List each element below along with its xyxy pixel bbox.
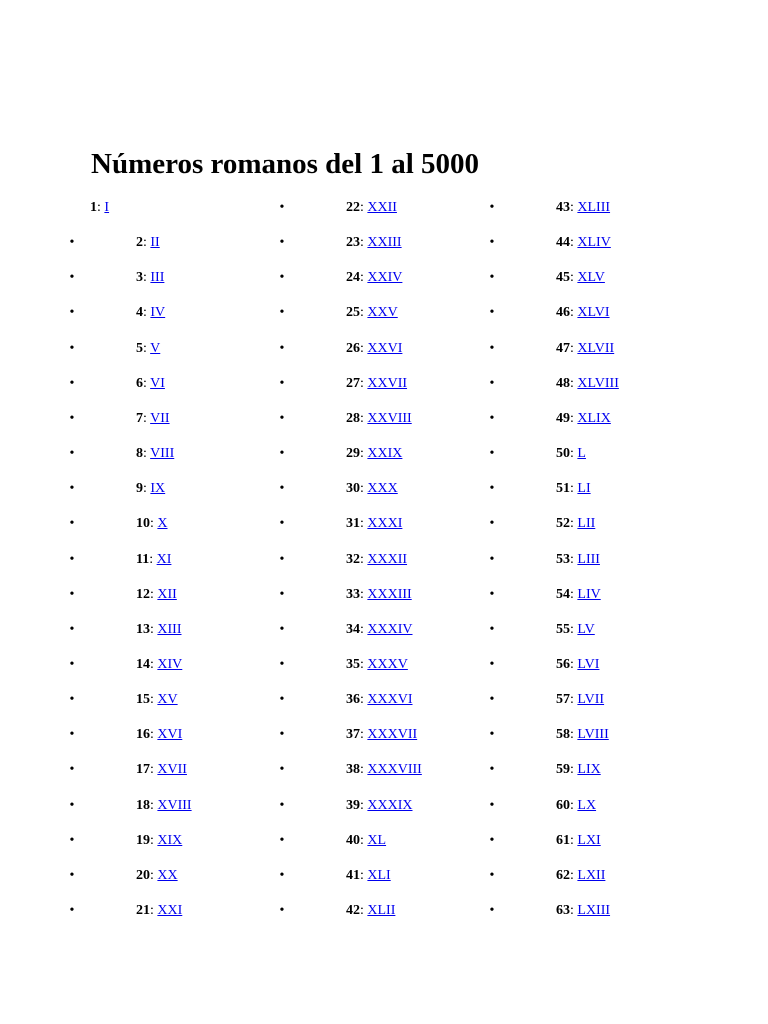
arabic-number: 5: [136, 341, 143, 356]
list-bullet: •: [279, 270, 285, 285]
list-bullet: •: [279, 446, 285, 461]
roman-numeral-link[interactable]: I: [104, 200, 110, 215]
separator: :: [360, 692, 368, 707]
list-bullet: •: [69, 446, 75, 461]
list-item: [556, 444, 586, 464]
roman-numeral-link[interactable]: LIII: [577, 552, 600, 567]
arabic-number: 33: [346, 587, 360, 602]
arabic-number: 55: [556, 622, 570, 637]
list-bullet: •: [69, 305, 75, 320]
roman-numeral-link[interactable]: XX: [157, 868, 178, 883]
list-bullet: •: [279, 692, 285, 707]
list-bullet: •: [279, 411, 285, 426]
roman-numeral-link[interactable]: LIX: [577, 762, 601, 777]
list-bullet: •: [489, 481, 495, 496]
list-bullet: •: [489, 305, 495, 320]
roman-numeral-link[interactable]: LII: [577, 516, 596, 531]
arabic-number: 39: [346, 798, 360, 813]
arabic-number: 12: [136, 587, 150, 602]
arabic-number: 40: [346, 833, 360, 848]
roman-numeral-link[interactable]: XXXVI: [367, 692, 413, 707]
separator: :: [360, 411, 368, 426]
arabic-number: 48: [556, 376, 570, 391]
separator: :: [570, 903, 578, 918]
separator: :: [150, 798, 158, 813]
list-bullet: •: [489, 692, 495, 707]
separator: :: [570, 727, 578, 742]
separator: :: [360, 305, 368, 320]
arabic-number: 25: [346, 305, 360, 320]
list-item: [556, 725, 609, 745]
list-item: [556, 585, 601, 605]
separator: :: [150, 762, 158, 777]
arabic-number: 9: [136, 481, 143, 496]
roman-numeral-link[interactable]: XXXV: [367, 657, 408, 672]
arabic-number: 22: [346, 200, 360, 215]
list-bullet: •: [489, 200, 495, 215]
roman-numeral-link[interactable]: XVII: [157, 762, 187, 777]
roman-numeral-link[interactable]: LXI: [577, 833, 601, 848]
arabic-number: 7: [136, 411, 143, 426]
separator: :: [570, 798, 578, 813]
roman-numeral-link[interactable]: XVIII: [157, 798, 192, 813]
list-item: [556, 866, 605, 886]
separator: :: [360, 762, 368, 777]
roman-numeral-link[interactable]: XLV: [577, 270, 605, 285]
list-bullet: •: [489, 833, 495, 848]
list-bullet: •: [279, 305, 285, 320]
arabic-number: 19: [136, 833, 150, 848]
list-bullet: •: [279, 798, 285, 813]
separator: :: [143, 411, 151, 426]
separator: :: [150, 727, 158, 742]
list-bullet: •: [69, 516, 75, 531]
arabic-number: 3: [136, 270, 143, 285]
roman-numeral-link[interactable]: XII: [157, 587, 177, 602]
list-bullet: •: [489, 235, 495, 250]
list-item: [556, 514, 595, 534]
list-bullet: •: [489, 587, 495, 602]
list-bullet: •: [69, 235, 75, 250]
roman-numeral-link[interactable]: XI: [156, 552, 172, 567]
list-bullet: •: [69, 798, 75, 813]
separator: :: [143, 235, 151, 250]
roman-numeral-link[interactable]: XXVI: [367, 341, 403, 356]
list-item: [556, 620, 595, 640]
list-bullet: •: [279, 622, 285, 637]
roman-numeral-link[interactable]: XXII: [367, 200, 397, 215]
arabic-number: 59: [556, 762, 570, 777]
separator: :: [570, 411, 578, 426]
roman-numeral-link[interactable]: XXVII: [367, 376, 408, 391]
roman-numeral-link[interactable]: LVI: [577, 657, 600, 672]
separator: :: [570, 516, 578, 531]
list-bullet: •: [489, 411, 495, 426]
arabic-number: 62: [556, 868, 570, 883]
list-bullet: •: [279, 762, 285, 777]
roman-numeral-link[interactable]: XLIX: [577, 411, 611, 426]
separator: :: [570, 552, 578, 567]
separator: :: [570, 622, 578, 637]
roman-numeral-link[interactable]: XVI: [157, 727, 183, 742]
arabic-number: 57: [556, 692, 570, 707]
separator: :: [570, 762, 578, 777]
list-item: [556, 233, 611, 253]
roman-numeral-link[interactable]: III: [150, 270, 165, 285]
roman-numeral-link[interactable]: XLVII: [577, 341, 615, 356]
arabic-number: 38: [346, 762, 360, 777]
list-bullet: •: [279, 235, 285, 250]
list-item: [556, 901, 610, 921]
separator: :: [360, 798, 368, 813]
arabic-number: 34: [346, 622, 360, 637]
page-title: Números romanos del 1 al 5000: [91, 148, 480, 180]
roman-numeral-link[interactable]: VI: [150, 376, 165, 391]
list-bullet: •: [69, 903, 75, 918]
list-bullet: •: [489, 762, 495, 777]
list-item: [556, 479, 591, 499]
list-bullet: •: [279, 376, 285, 391]
arabic-number: 44: [556, 235, 570, 250]
separator: :: [570, 587, 578, 602]
list-bullet: •: [69, 657, 75, 672]
separator: :: [143, 341, 151, 356]
separator: :: [570, 446, 578, 461]
arabic-number: 63: [556, 903, 570, 918]
separator: :: [360, 903, 368, 918]
separator: :: [360, 376, 368, 391]
list-bullet: •: [489, 903, 495, 918]
list-bullet: •: [69, 481, 75, 496]
roman-numeral-link[interactable]: LX: [577, 798, 597, 813]
list-bullet: •: [489, 868, 495, 883]
list-bullet: •: [279, 341, 285, 356]
separator: :: [570, 481, 578, 496]
roman-numeral-link[interactable]: XXV: [367, 305, 398, 320]
arabic-number: 61: [556, 833, 570, 848]
list-bullet: •: [279, 516, 285, 531]
separator: :: [360, 341, 368, 356]
roman-numeral-link[interactable]: LI: [577, 481, 591, 496]
arabic-number: 20: [136, 868, 150, 883]
arabic-number: 56: [556, 657, 570, 672]
separator: :: [570, 305, 578, 320]
arabic-number: 13: [136, 622, 150, 637]
separator: :: [143, 376, 151, 391]
arabic-number: 53: [556, 552, 570, 567]
separator: :: [150, 587, 158, 602]
list-bullet: •: [69, 727, 75, 742]
roman-numeral-link[interactable]: XXX: [367, 481, 398, 496]
separator: :: [150, 657, 158, 672]
arabic-number: 23: [346, 235, 360, 250]
arabic-number: 54: [556, 587, 570, 602]
separator: :: [143, 270, 151, 285]
list-bullet: •: [69, 376, 75, 391]
list-item: [556, 409, 611, 429]
arabic-number: 30: [346, 481, 360, 496]
roman-numeral-link[interactable]: II: [150, 235, 160, 250]
separator: :: [150, 516, 158, 531]
separator: :: [570, 200, 578, 215]
separator: :: [143, 305, 151, 320]
separator: :: [97, 200, 105, 215]
arabic-number: 35: [346, 657, 360, 672]
arabic-number: 49: [556, 411, 570, 426]
list-bullet: •: [489, 552, 495, 567]
list-bullet: •: [69, 270, 75, 285]
roman-numeral-link[interactable]: XXIV: [367, 270, 403, 285]
roman-numeral-link[interactable]: IV: [150, 305, 166, 320]
roman-numeral-link[interactable]: XXXIX: [367, 798, 413, 813]
separator: :: [570, 235, 578, 250]
arabic-number: 42: [346, 903, 360, 918]
roman-numeral-link[interactable]: XXXVIII: [367, 762, 422, 777]
list-bullet: •: [279, 552, 285, 567]
roman-numeral-link[interactable]: IX: [150, 481, 166, 496]
arabic-number: 24: [346, 270, 360, 285]
arabic-number: 58: [556, 727, 570, 742]
roman-numeral-link[interactable]: LVIII: [577, 727, 609, 742]
list-bullet: •: [279, 587, 285, 602]
separator: :: [360, 727, 368, 742]
list-bullet: •: [279, 481, 285, 496]
separator: :: [360, 516, 368, 531]
arabic-number: 45: [556, 270, 570, 285]
roman-numeral-link[interactable]: LVII: [577, 692, 605, 707]
list-bullet: •: [69, 622, 75, 637]
separator: :: [150, 692, 158, 707]
separator: :: [150, 868, 158, 883]
list-bullet: •: [489, 798, 495, 813]
separator: :: [150, 833, 158, 848]
arabic-number: 1: [90, 200, 97, 215]
list-item: [556, 374, 619, 394]
list-bullet: •: [279, 903, 285, 918]
arabic-number: 37: [346, 727, 360, 742]
roman-numeral-link[interactable]: XLII: [367, 903, 396, 918]
roman-numeral-link[interactable]: XLIII: [577, 200, 611, 215]
arabic-number: 32: [346, 552, 360, 567]
separator: :: [360, 270, 368, 285]
arabic-number: 26: [346, 341, 360, 356]
separator: :: [143, 481, 151, 496]
arabic-number: 21: [136, 903, 150, 918]
list-bullet: •: [489, 270, 495, 285]
arabic-number: 28: [346, 411, 360, 426]
list-item: [556, 796, 596, 816]
list-item: [556, 655, 599, 675]
list-bullet: •: [489, 341, 495, 356]
arabic-number: 16: [136, 727, 150, 742]
separator: :: [150, 903, 158, 918]
roman-numeral-link[interactable]: XXXVII: [367, 727, 418, 742]
roman-numeral-link[interactable]: XLVIII: [577, 376, 619, 391]
roman-numeral-link[interactable]: XL: [367, 833, 387, 848]
arabic-number: 15: [136, 692, 150, 707]
roman-numeral-link[interactable]: XLIV: [577, 235, 611, 250]
separator: :: [570, 341, 578, 356]
roman-numeral-link[interactable]: XIV: [157, 657, 183, 672]
separator: :: [360, 833, 368, 848]
roman-numeral-link[interactable]: LV: [577, 622, 595, 637]
list-item: [556, 198, 610, 218]
arabic-number: 31: [346, 516, 360, 531]
separator: :: [360, 235, 368, 250]
roman-numeral-link[interactable]: LXIII: [577, 903, 611, 918]
roman-numeral-link[interactable]: XLVI: [577, 305, 610, 320]
arabic-number: 51: [556, 481, 570, 496]
list-item: [556, 760, 601, 780]
list-bullet: •: [69, 587, 75, 602]
separator: :: [360, 446, 368, 461]
roman-numeral-link[interactable]: LXII: [577, 868, 606, 883]
roman-numeral-link[interactable]: XXIII: [367, 235, 402, 250]
roman-numeral-link[interactable]: VII: [150, 411, 170, 426]
separator: :: [570, 270, 578, 285]
list-item: [556, 690, 604, 710]
arabic-number: 46: [556, 305, 570, 320]
roman-numeral-link[interactable]: XXI: [157, 903, 183, 918]
list-bullet: •: [489, 657, 495, 672]
roman-numeral-link[interactable]: XXIX: [367, 446, 403, 461]
roman-numeral-link[interactable]: XLI: [367, 868, 391, 883]
roman-numeral-link[interactable]: X: [157, 516, 168, 531]
arabic-number: 50: [556, 446, 570, 461]
arabic-number: 18: [136, 798, 150, 813]
roman-numeral-link[interactable]: XXXIV: [367, 622, 413, 637]
arabic-number: 43: [556, 200, 570, 215]
list-bullet: •: [69, 341, 75, 356]
arabic-number: 27: [346, 376, 360, 391]
list-bullet: •: [279, 657, 285, 672]
separator: :: [360, 481, 368, 496]
list-bullet: •: [489, 376, 495, 391]
roman-numeral-link[interactable]: XV: [157, 692, 178, 707]
arabic-number: 10: [136, 516, 150, 531]
arabic-number: 11: [136, 552, 150, 567]
separator: :: [360, 552, 368, 567]
list-bullet: •: [69, 692, 75, 707]
list-item: [556, 268, 605, 288]
roman-numeral-link[interactable]: XXXI: [367, 516, 403, 531]
list-bullet: •: [279, 833, 285, 848]
list-bullet: •: [279, 200, 285, 215]
arabic-number: 29: [346, 446, 360, 461]
arabic-number: 17: [136, 762, 150, 777]
list-bullet: •: [279, 868, 285, 883]
list-item: [556, 831, 601, 851]
separator: :: [570, 833, 578, 848]
arabic-number: 6: [136, 376, 143, 391]
roman-numeral-link[interactable]: LIV: [577, 587, 601, 602]
separator: :: [149, 552, 157, 567]
arabic-number: 52: [556, 516, 570, 531]
separator: :: [570, 657, 578, 672]
roman-numeral-link[interactable]: VIII: [150, 446, 175, 461]
separator: :: [360, 622, 368, 637]
list-bullet: •: [69, 868, 75, 883]
arabic-number: 47: [556, 341, 570, 356]
separator: :: [360, 657, 368, 672]
roman-numeral-link[interactable]: XXXIII: [367, 587, 412, 602]
separator: :: [570, 692, 578, 707]
roman-numeral-link[interactable]: XXXII: [367, 552, 408, 567]
list-bullet: •: [279, 727, 285, 742]
list-bullet: •: [69, 552, 75, 567]
arabic-number: 8: [136, 446, 143, 461]
roman-numeral-link[interactable]: XIX: [157, 833, 183, 848]
roman-numeral-link[interactable]: XXVIII: [367, 411, 412, 426]
list-item: [556, 303, 610, 323]
list-bullet: •: [489, 622, 495, 637]
arabic-number: 60: [556, 798, 570, 813]
arabic-number: 36: [346, 692, 360, 707]
separator: :: [360, 587, 368, 602]
separator: :: [570, 868, 578, 883]
list-bullet: •: [69, 762, 75, 777]
list-bullet: •: [69, 411, 75, 426]
separator: :: [360, 200, 368, 215]
roman-numeral-link[interactable]: XIII: [157, 622, 182, 637]
list-item: [556, 339, 614, 359]
separator: :: [150, 622, 158, 637]
list-bullet: •: [69, 833, 75, 848]
roman-numeral-link[interactable]: L: [577, 446, 586, 461]
list-bullet: •: [489, 446, 495, 461]
arabic-number: 14: [136, 657, 150, 672]
list-bullet: •: [489, 516, 495, 531]
arabic-number: 41: [346, 868, 360, 883]
separator: :: [143, 446, 151, 461]
arabic-number: 4: [136, 305, 143, 320]
separator: :: [360, 868, 368, 883]
arabic-number: 2: [136, 235, 143, 250]
separator: :: [570, 376, 578, 391]
list-bullet: •: [489, 727, 495, 742]
roman-numeral-link[interactable]: V: [150, 341, 161, 356]
list-item: [556, 550, 600, 570]
